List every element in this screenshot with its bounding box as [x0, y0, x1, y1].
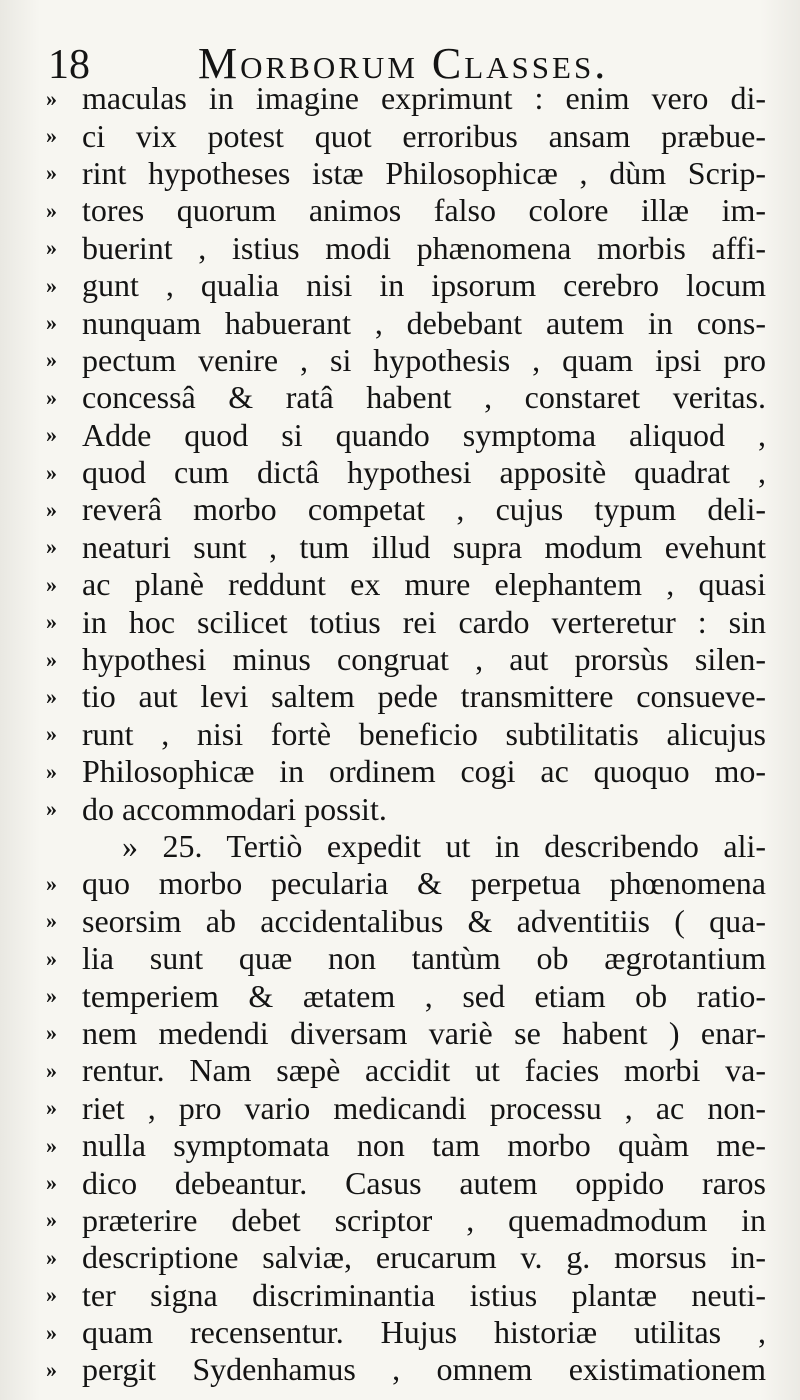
text-line: [46, 1351, 766, 1388]
text-line: [46, 417, 766, 454]
quote-mark: »: [46, 870, 57, 896]
line-text: pectum venire , si hypothesis , quam ipsi pro: [82, 341, 766, 378]
quote-mark: »: [46, 347, 57, 373]
body-text: [46, 80, 766, 1389]
line-text: præterire debet scriptor , quemadmodum in: [82, 1201, 766, 1238]
line-text: rentur. Nam sæpè accidit ut facies morbi va-: [82, 1052, 766, 1089]
line-text: buerint , istius modi phænomena morbis affi-: [82, 229, 766, 266]
text-line: [46, 491, 766, 528]
text-line: [46, 790, 766, 827]
line-text: do accommodari possit.: [82, 790, 387, 827]
text-line: [46, 865, 766, 902]
line-text: descriptione salviæ, erucarum v. g. morsus in-: [82, 1239, 766, 1276]
quote-mark: »: [46, 459, 57, 485]
quote-mark: »: [46, 683, 57, 709]
line-text: pergit Sydenhamus , omnem existimationem: [82, 1351, 766, 1388]
text-line: [46, 1164, 766, 1201]
line-text: seorsim ab accidentalibus & adventitiis ( qua-: [82, 902, 766, 939]
line-text: Philosophicæ in ordinem cogi ac quoquo mo-: [82, 753, 766, 790]
quote-mark: »: [46, 796, 57, 822]
quote-mark: »: [46, 983, 57, 1009]
paragraph-start-line: [46, 828, 766, 865]
quote-mark: »: [46, 1170, 57, 1196]
quote-mark: »: [46, 422, 57, 448]
quote-mark: »: [46, 197, 57, 223]
quote-mark: »: [46, 1095, 57, 1121]
text-line: [46, 977, 766, 1014]
line-text: neaturi sunt , tum illud supra modum evehunt: [82, 528, 766, 565]
quote-mark: »: [46, 1132, 57, 1158]
text-line: [46, 1239, 766, 1276]
quote-mark: »: [46, 646, 57, 672]
line-text: quam recensentur. Hujus historiæ utilitas ,: [82, 1314, 766, 1351]
line-text: hypothesi minus congruat , aut prorsùs silen-: [82, 641, 766, 678]
line-text: concessâ & ratâ habent , constaret veritas.: [82, 379, 766, 416]
line-text: riet , pro vario medicandi processu , ac non-: [82, 1089, 766, 1126]
text-line: [46, 1127, 766, 1164]
line-text: Adde quod si quando symptoma aliquod ,: [82, 416, 766, 453]
quote-mark: »: [46, 1020, 57, 1046]
text-line: [46, 903, 766, 940]
quote-mark: »: [46, 1356, 57, 1382]
line-text: » 25. Tertiò expedit ut in describendo ali-: [122, 828, 766, 864]
line-text: reverâ morbo competat , cujus typum deli-: [82, 491, 766, 528]
text-line: [46, 940, 766, 977]
quote-mark: »: [46, 235, 57, 261]
text-line: [46, 267, 766, 304]
text-line: [46, 342, 766, 379]
text-line: [46, 230, 766, 267]
line-text: quod cum dictâ hypothesi appositè quadrat ,: [82, 454, 766, 491]
text-line: [46, 1015, 766, 1052]
text-line: [46, 192, 766, 229]
text-line: [46, 379, 766, 416]
text-line: [46, 304, 766, 341]
quote-mark: »: [46, 272, 57, 298]
line-text: rint hypotheses istæ Philosophicæ , dùm Scrip-: [82, 154, 766, 191]
text-line: [46, 566, 766, 603]
quote-mark: »: [46, 384, 57, 410]
text-line: [46, 155, 766, 192]
text-line: [46, 1314, 766, 1351]
line-text: lia sunt quæ non tantùm ob ægrotantium: [82, 940, 766, 977]
line-text: nunquam habuerant , debebant autem in cons-: [82, 304, 766, 341]
quote-mark: »: [46, 310, 57, 336]
text-line: [46, 1202, 766, 1239]
line-text: nem medendi diversam variè se habent ) enar-: [82, 1014, 766, 1051]
running-title: Morborum Classes.: [198, 39, 609, 88]
line-text: quo morbo pecularia & perpetua phœnomena: [82, 865, 766, 902]
text-line: [46, 641, 766, 678]
quote-mark: »: [46, 945, 57, 971]
text-line: [46, 1052, 766, 1089]
quote-mark: »: [46, 721, 57, 747]
quote-mark: »: [46, 609, 57, 635]
quote-mark: »: [46, 571, 57, 597]
quote-mark: »: [46, 1244, 57, 1270]
text-line: [46, 117, 766, 154]
text-line: [46, 529, 766, 566]
line-text: nulla symptomata non tam morbo quàm me-: [82, 1127, 766, 1164]
line-text: gunt , qualia nisi in ipsorum cerebro locum: [82, 267, 766, 304]
line-text: tores quorum animos falso colore illæ im-: [82, 192, 766, 229]
quote-mark: »: [46, 123, 57, 149]
line-text: runt , nisi fortè beneficio subtilitatis alicujus: [82, 715, 766, 752]
text-line: [46, 454, 766, 491]
text-line: [46, 678, 766, 715]
text-line: [46, 603, 766, 640]
text-line: [46, 1277, 766, 1314]
quote-mark: »: [46, 1207, 57, 1233]
text-line: [46, 753, 766, 790]
quote-mark: »: [46, 496, 57, 522]
line-text: in hoc scilicet totius rei cardo verteretur : sin: [82, 603, 766, 640]
line-text: ter signa discriminantia istius plantæ neuti-: [82, 1276, 766, 1313]
quote-mark: »: [46, 1319, 57, 1345]
text-line: [46, 80, 766, 117]
quote-mark: »: [46, 85, 57, 111]
quote-mark: »: [46, 1282, 57, 1308]
quote-mark: »: [46, 758, 57, 784]
quote-mark: »: [46, 1057, 57, 1083]
line-text: dico debeantur. Casus autem oppido raros: [82, 1164, 766, 1201]
page-number: 18: [48, 42, 90, 88]
text-line: [46, 1090, 766, 1127]
line-text: maculas in imagine exprimunt : enim vero di-: [82, 80, 766, 117]
text-line: [46, 716, 766, 753]
line-text: ac planè reddunt ex mure elephantem , quasi: [82, 566, 766, 603]
quote-mark: »: [46, 160, 57, 186]
line-text: tio aut levi saltem pede transmittere consueve-: [82, 678, 766, 715]
line-text: temperiem & ætatem , sed etiam ob ratio-: [82, 977, 766, 1014]
quote-mark: »: [46, 908, 57, 934]
quote-mark: »: [46, 534, 57, 560]
line-text: ci vix potest quot erroribus ansam præbue-: [82, 117, 766, 154]
